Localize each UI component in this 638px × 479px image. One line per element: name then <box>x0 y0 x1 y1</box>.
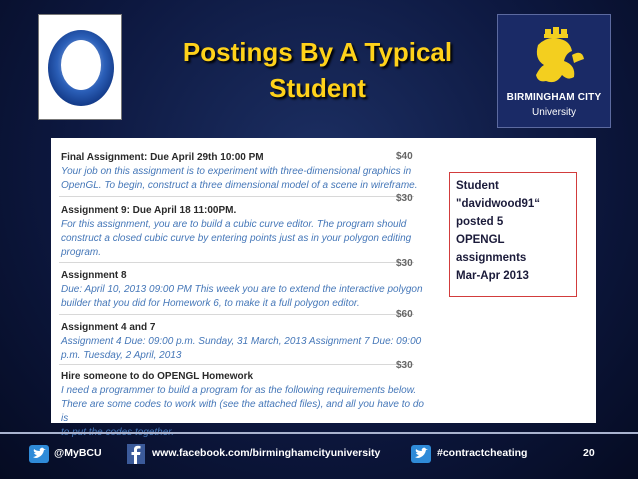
callout-line: assignments <box>456 252 527 264</box>
birmingham-city-logo <box>497 14 611 128</box>
posting-1 <box>61 151 433 193</box>
posting-desc-line: There are some codes to work with (see the attached files), and all you have to do is <box>61 399 424 424</box>
posting-2 <box>61 204 433 260</box>
posting-price: $30 <box>396 360 413 371</box>
posting-desc-line: Your job on this assignment is to experiment with three-dimensional graphics in <box>61 166 412 177</box>
title-line-2: Student <box>269 73 366 103</box>
posting-desc-line: For this assignment, you are to build a cubic curve editor. The program should <box>61 219 407 230</box>
posting-4 <box>61 321 433 363</box>
callout-line: OPENGL <box>456 234 505 246</box>
posting-3 <box>61 269 433 311</box>
open-university-logo-icon <box>39 15 123 121</box>
callout-line: Student <box>456 180 499 192</box>
posting-price: $30 <box>396 258 413 269</box>
twitter-handle[interactable]: @MyBCU <box>54 447 102 459</box>
posting-desc-line: construct a closed cubic curve by entering points just as in your polygon editing <box>61 233 412 244</box>
divider <box>59 364 414 365</box>
footer-divider <box>0 432 638 434</box>
facebook-f-icon[interactable] <box>127 444 145 464</box>
facebook-url[interactable]: www.facebook.com/birminghamcityuniversity <box>152 447 381 459</box>
posting-desc-line: builder that you did for Homework 6, to make it a full polygon editor. <box>61 298 360 309</box>
posting-heading: Assignment 4 and 7 <box>61 322 156 333</box>
divider <box>59 196 414 197</box>
twitter-bird-icon[interactable] <box>411 445 431 463</box>
university-name: BIRMINGHAM CITY <box>506 92 602 103</box>
posting-price: $40 <box>396 151 413 162</box>
page-number: 20 <box>583 447 595 459</box>
callout-line: Mar-Apr 2013 <box>456 270 529 282</box>
slide-title <box>150 34 485 106</box>
postings-screenshot <box>51 138 596 423</box>
slide-footer <box>0 440 638 472</box>
university-subtitle: University <box>532 107 576 118</box>
hashtag[interactable]: #contractcheating <box>437 447 528 459</box>
posting-desc-line: I need a programmer to build a program for as the following requirements below. <box>61 385 417 396</box>
callout-line: posted 5 <box>456 216 504 228</box>
posting-desc-line: Due: April 10, 2013 09:00 PM This week you are to extend the interactive polygon <box>61 284 423 295</box>
title-line-1: Postings By A Typical <box>182 37 453 67</box>
posting-heading: Final Assignment: Due April 29th 10:00 PM <box>61 152 264 163</box>
posting-heading: Assignment 8 <box>61 270 127 281</box>
posting-desc-line: program. <box>61 247 102 258</box>
divider <box>59 314 414 315</box>
open-university-logo <box>38 14 122 120</box>
twitter-bird-icon[interactable] <box>29 445 49 463</box>
posting-heading: Assignment 9: Due April 18 11:00PM. <box>61 205 237 216</box>
posting-price: $60 <box>396 309 413 320</box>
posting-heading: Hire someone to do OPENGL Homework <box>61 371 254 382</box>
callout-line: "davidwood91“ <box>456 198 541 210</box>
posting-desc-line: p.m. Tuesday, 2 April, 2013 <box>61 350 182 361</box>
posting-price: $30 <box>396 193 413 204</box>
posting-5 <box>61 370 433 440</box>
student-callout-box <box>449 172 577 297</box>
posting-desc-line: Assignment 4 Due: 09:00 p.m. Sunday, 31 March, 2013 Assignment 7 Due: 09:00 <box>61 336 422 347</box>
posting-desc-line: OpenGL. To begin, construct a three dimensional model of a scene in wireframe. <box>61 180 418 191</box>
divider <box>59 262 414 263</box>
